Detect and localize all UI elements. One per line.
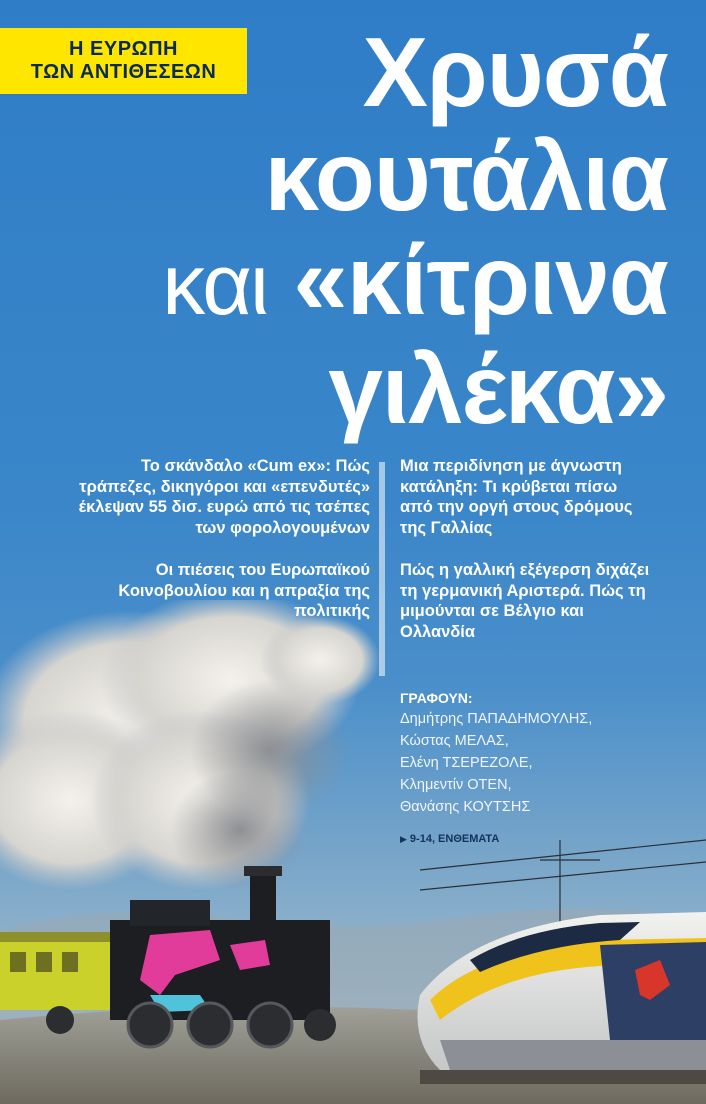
teaser-german-left: Πώς η γαλλική εξέγερση διχάζει τη γερμανική Αριστερά. Πώς τη μιμούνται σε Βέλγιο και Ολλανδία bbox=[400, 561, 650, 641]
author-name: Θανάσης ΚΟΥΤΣΗΣ bbox=[400, 799, 531, 815]
trains-illustration bbox=[0, 600, 706, 1104]
section-tag-line2: ΤΩΝ ΑΝΤΙΘΕΣΕΩΝ bbox=[30, 61, 217, 83]
author-name: Δημήτρης ΠΑΠΑΔΗΜΟΥΛΗΣ, bbox=[400, 711, 593, 727]
page-reference bbox=[400, 833, 499, 845]
left-teaser-column bbox=[70, 456, 370, 644]
headline-line3 bbox=[162, 225, 668, 337]
column-divider bbox=[379, 462, 385, 676]
headline-line2: κουτάλια bbox=[264, 121, 668, 231]
author-name: Κλημεντίν ΟΤΕΝ, bbox=[400, 777, 512, 793]
page-reference-text: 9-14, ΕΝΘΕΜΑΤΑ bbox=[409, 833, 500, 845]
teaser-parliament: Οι πιέσεις του Ευρωπαϊκού Κοινοβουλίου και η απραξία της πολιτικής bbox=[118, 561, 370, 620]
author-name: Ελένη ΤΣΕΡΕΖΟΛΕ, bbox=[400, 755, 533, 771]
authors-block bbox=[400, 688, 680, 818]
authors-label: ΓΡΑΦΟΥΝ: bbox=[400, 690, 473, 706]
section-tag-line1: Η ΕΥΡΩΠΗ bbox=[69, 38, 178, 60]
headline bbox=[162, 17, 668, 444]
steam-locomotive bbox=[0, 866, 336, 1047]
headline-line3-thin: και bbox=[162, 237, 268, 333]
author-name: Κώστας ΜΕΛΑΣ, bbox=[400, 733, 509, 749]
triangle-right-icon: ▶ bbox=[400, 834, 407, 844]
headline-line4: γιλέκα» bbox=[328, 334, 668, 444]
teaser-france-anger: Μια περιδίνηση με άγνωστη κατάληξη: Τι κρύβεται πίσω από την οργή στους δρόμους της Γαλλίας bbox=[400, 457, 633, 537]
right-teaser-column bbox=[400, 456, 650, 664]
smoke-cloud bbox=[0, 600, 380, 890]
headline-line3-bold: «κίτρινα bbox=[293, 225, 668, 335]
teaser-cum-ex: Το σκάνδαλο «Cum ex»: Πώς τράπεζες, δικηγόροι και «επενδυτές» έκλεψαν 55 δισ. ευρώ από τις τσέπες των φορολογουμένων bbox=[78, 457, 370, 537]
headline-line1: Χρυσά bbox=[362, 17, 668, 127]
